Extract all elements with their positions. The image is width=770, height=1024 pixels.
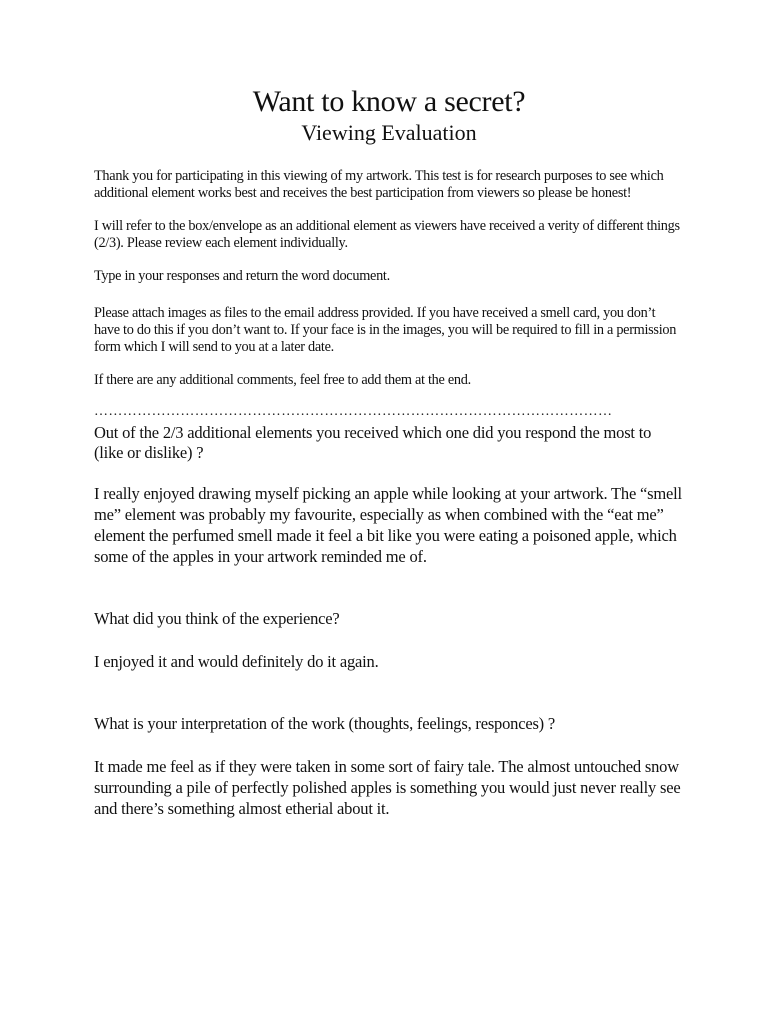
dotted-divider: ……………………………………………………………………………………………… [94, 405, 613, 419]
intro-paragraph-thanks: Thank you for participating in this viewing of my artwork. This test is for research purposes to see which additional element works best and receives the best participation from viewers so please be honest! [94, 168, 664, 201]
answer-1[interactable]: I really enjoyed drawing myself picking an apple while looking at your artwork. The “smell me” element was probably my favourite, especially as when combined with the “eat me” element the perfumed smell made it feel a bit like you were eating a poisoned apple, which some of the apples in your artwork reminded me of. [94, 484, 682, 566]
question-1: Out of the 2/3 additional elements you received which one did you respond the most to (like or dislike) ? [94, 423, 652, 462]
question-2: What did you think of the experience? [94, 609, 340, 628]
document-title: Want to know a secret? [252, 85, 526, 118]
intro-paragraph-elements: I will refer to the box/envelope as an additional element as viewers have received a verity of different things (2/3). Please review each element individually. [94, 218, 680, 251]
document-page [94, 84, 684, 819]
intro-paragraph-attachments: Please attach images as files to the email address provided. If you have received a smell card, you don’t have to do this if you don’t want to. If your face is in the images, you will be required to fill in a permission form which I will send to you at a later date. [94, 305, 677, 355]
question-3: What is your interpretation of the work (thoughts, feelings, responces) ? [94, 714, 556, 733]
document-subtitle: Viewing Evaluation [301, 120, 477, 145]
intro-section [94, 168, 684, 389]
intro-paragraph-comments: If there are any additional comments, feel free to add them at the end. [94, 372, 471, 388]
answer-3[interactable]: It made me feel as if they were taken in some sort of fairy tale. The almost untouched snow surrounding a pile of perfectly polished apples is something you would just never really see and there’s something almost etherial about it. [94, 757, 681, 818]
answer-2[interactable]: I enjoyed it and would definitely do it again. [94, 652, 379, 671]
intro-paragraph-instructions: Type in your responses and return the word document. [94, 268, 390, 284]
